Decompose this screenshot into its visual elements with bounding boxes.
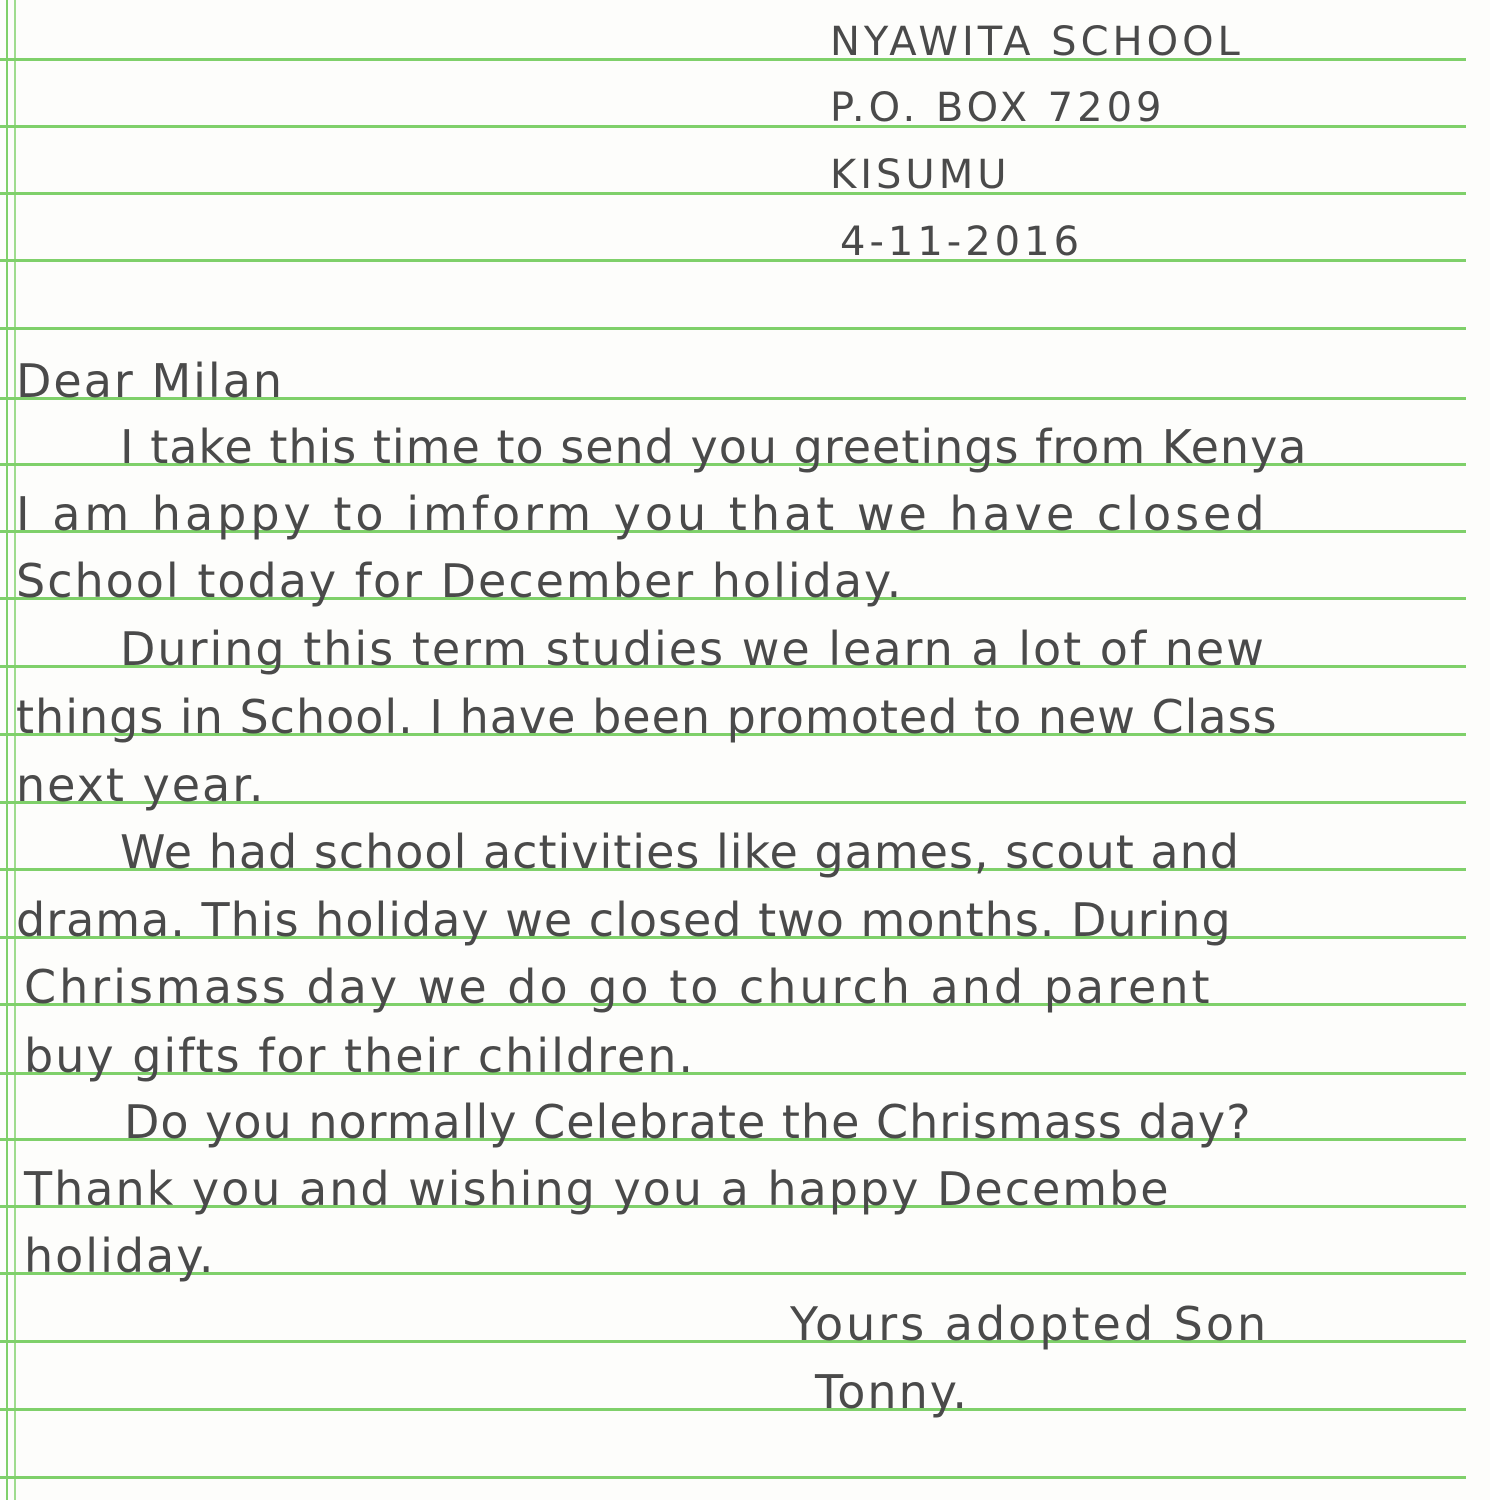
ruled-line	[0, 1272, 1466, 1275]
signature: Tonny.	[815, 1365, 970, 1419]
letter-date: 4-11-2016	[840, 219, 1084, 265]
letter-line: I take this time to send you greetings from Kenya	[120, 420, 1308, 474]
letter-line: School today for December holiday.	[16, 554, 904, 608]
address-po-box: P.O. BOX 7209	[830, 85, 1166, 131]
letter-line: During this term studies we learn a lot of new	[120, 622, 1266, 676]
letter-line: drama. This holiday we closed two months. During	[16, 893, 1232, 947]
ruled-line	[0, 259, 1466, 262]
letter-line: Thank you and wishing you a happy Decembe	[24, 1162, 1171, 1216]
letter-line: We had school activities like games, scout and	[120, 825, 1240, 879]
letter-line: holiday.	[24, 1229, 216, 1283]
ruled-line	[0, 1476, 1466, 1479]
letter-line: next year.	[16, 758, 266, 812]
margin-line-inner	[14, 0, 16, 1500]
letter-line: things in School. I have been promoted to new Class	[16, 690, 1278, 744]
ruled-line	[0, 125, 1466, 128]
letter-line: Do you normally Celebrate the Chrismass day?	[124, 1095, 1252, 1149]
address-town: KISUMU	[830, 152, 1011, 198]
salutation: Dear Milan	[16, 354, 285, 408]
closing: Yours adopted Son	[790, 1297, 1270, 1351]
margin-line	[6, 0, 8, 1500]
letter-line: buy gifts for their children.	[24, 1029, 696, 1083]
letter-line: I am happy to imform you that we have closed	[16, 487, 1269, 541]
ruled-line	[0, 327, 1466, 330]
address-school: NYAWITA SCHOOL	[830, 19, 1244, 65]
ruled-line	[0, 1408, 1466, 1411]
ruled-line	[0, 58, 1466, 61]
ruled-line	[0, 192, 1466, 195]
letter-line: Chrismass day we do go to church and parent	[24, 960, 1213, 1014]
